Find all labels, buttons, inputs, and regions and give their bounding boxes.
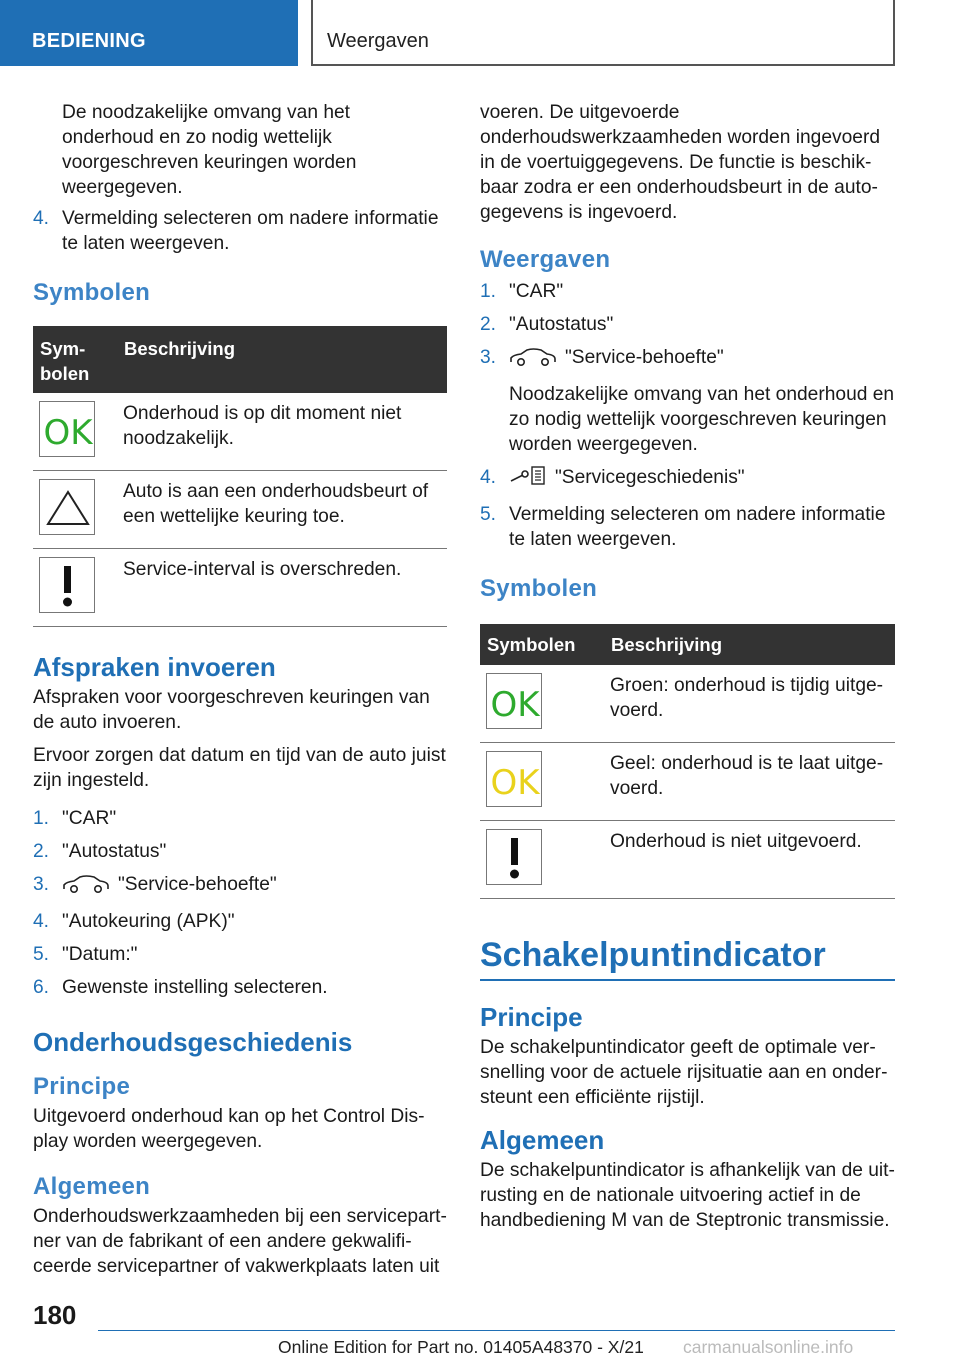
table-row [480,821,895,899]
svg-text:OK: OK [490,763,540,803]
table-cell-description: Geel: onderhoud is te laat uitgevoerd. [604,743,895,821]
list-number: 1. [33,808,50,829]
symbols-table [33,326,447,627]
continued-text: voeren. De uitgevoerde onderhoudswerkzaamheden worden ingevoerd in de voertuiggegevens. De functie is beschikbaar zodra er een onderhoudsbeurt in de autogegevens is ingevoerd. [480,102,881,223]
table-row [480,743,895,821]
table-row [33,549,447,627]
shift-algemeen-heading: Algemeen [480,1125,605,1155]
footer-divider [98,1330,895,1331]
table-header-description: Beschrijving [604,624,895,665]
symbols-heading: Symbolen [33,279,151,306]
list-number: 4. [33,911,50,932]
list-text: "Autostatus" [509,314,614,335]
table-row [33,393,447,471]
table-cell-description: Groen: onderhoud is tijdig uitgevoerd. [604,665,895,743]
svg-text:OK: OK [490,685,540,725]
list-text: "Datum:" [62,944,138,965]
list-subtext: Noodzakelijke omvang van het onderhoud en zo nodig wettelijk voorgeschreven keuringen worden weergegeven. [509,384,895,455]
list-text: "Service-behoefte" [565,347,724,368]
car-icon [62,874,110,901]
history-algemeen-heading: Algemeen [33,1173,151,1200]
right-column [480,100,895,1241]
list-number: 4. [33,208,50,229]
chapter-title: Weergaven [327,30,429,52]
list-item [33,872,447,901]
display-steps [480,279,895,552]
list-number: 5. [480,504,497,525]
warning-triangle-icon [39,479,95,535]
list-text: "Servicegeschiedenis" [555,467,745,488]
exclamation-icon [486,829,542,885]
section-title: BEDIENING [32,30,146,52]
list-item [480,502,895,552]
list-item [480,345,895,457]
list-text: "Autokeuring (APK)" [62,911,235,932]
list-number: 4. [480,467,497,488]
list-number: 3. [480,347,497,368]
list-item [33,942,447,967]
table-header-description: Beschrijving [117,326,447,393]
history-principe-heading: Principe [33,1073,131,1100]
ok-green-icon [39,401,95,457]
intro-text: De noodzakelijke omvang van het onderhoud en zo nodig wettelijk voorgeschreven keuringen worden weergegeven. [62,102,357,198]
symbols-heading-right: Symbolen [480,575,598,602]
list-item [33,839,447,864]
list-number: 2. [33,841,50,862]
chapter-tab [311,0,895,66]
section-tab [0,0,298,66]
history-principe-text: Uitgevoerd onderhoud kan op het Control Display worden weergegeven. [33,1106,425,1152]
car-icon [509,347,557,374]
left-column [33,100,447,1287]
list-text: Vermelding selecteren om nadere informatie te laten weergeven. [62,208,439,254]
footer-watermark: carmanualsonline.info [683,1337,854,1357]
display-heading: Weergaven [480,246,611,273]
ok-yellow-icon [486,751,542,807]
list-number: 6. [33,977,50,998]
appointments-steps [33,806,447,1000]
table-cell-description: Service-interval is overschreden. [117,549,447,627]
history-heading: Onderhoudsgeschiedenis [33,1027,353,1057]
list-item [33,975,447,1000]
table-cell-description: Onderhoud is niet uitgevoerd. [604,821,895,899]
list-item [480,312,895,337]
shift-principe-heading: Principe [480,1002,583,1032]
shift-indicator-heading: Schakelpuntindicator [480,935,895,981]
exclamation-icon [39,557,95,613]
footer-edition: Online Edition for Part no. 01405A48370 - X/21 [278,1337,644,1357]
page-header [0,0,960,66]
ok-green-icon [486,673,542,729]
table-cell-description: Auto is aan een onderhoudsbeurt of een wettelijke keuring toe. [117,471,447,549]
shift-principe-text: De schakelpuntindicator geeft de optimale versnelling voor de actuele rijsituatie aan en ondersteunt een efficiënte rijstijl. [480,1037,888,1108]
table-row [33,471,447,549]
svg-text:OK: OK [43,413,93,453]
table-row [480,665,895,743]
list-text: "Autostatus" [62,841,167,862]
list-text: "CAR" [509,281,564,302]
history-algemeen-text: Onderhoudswerkzaamheden bij een servicepartner van de fabrikant of een andere gekwalificeerde servicepartner of vakwerkplaats laten uit [33,1206,447,1277]
list-number: 5. [33,944,50,965]
list-text: "CAR" [62,808,117,829]
table-cell-description: Onderhoud is op dit moment niet noodzakelijk. [117,393,447,471]
list-number: 2. [480,314,497,335]
symbols-table-right [480,624,895,899]
table-header-symbols: Symbolen [480,624,604,665]
list-item [480,279,895,304]
list-text: Vermelding selecteren om nadere informatie te laten weergeven. [509,504,886,550]
list-item [480,465,895,494]
page-number: 180 [33,1300,77,1330]
list-item [33,909,447,934]
intro-list [33,206,447,256]
list-text: Gewenste instelling selecteren. [62,977,328,998]
shift-algemeen-text: De schakelpuntindicator is afhankelijk van de uitrusting en de nationale uitvoering actief in de handbediening M van de Steptronic transmissie. [480,1160,895,1231]
appointments-intro: Afspraken voor voorgeschreven keuringen van de auto invoeren. [33,687,430,733]
appointments-heading: Afspraken invoeren [33,652,276,682]
list-item [33,806,447,831]
list-item [33,206,447,256]
list-text: "Service-behoefte" [118,874,277,895]
table-header-symbols: Symbolen [33,326,117,393]
list-number: 3. [33,874,50,895]
appointments-note: Ervoor zorgen dat datum en tijd van de auto juist zijn ingesteld. [33,745,446,791]
list-number: 1. [480,281,497,302]
service-history-icon [509,465,547,494]
